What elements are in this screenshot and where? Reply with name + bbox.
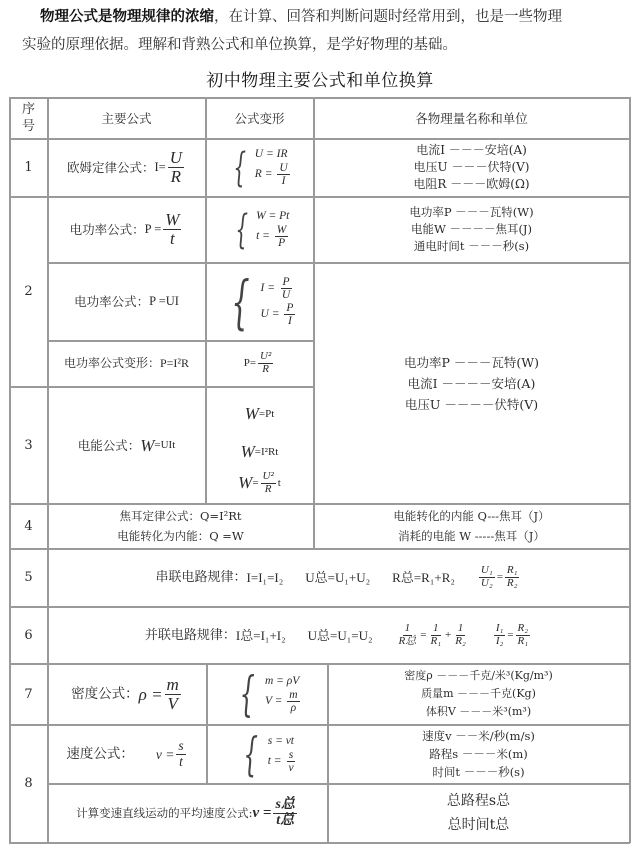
variant-eq: m = ρV (264, 674, 300, 687)
unit-line: 通电时间t －－－秒(s) (413, 239, 530, 253)
row-4-right (314, 504, 629, 548)
unit-line: 电流I －－－安培(A) (416, 143, 527, 157)
main-label: 电功率公式： (69, 222, 145, 237)
formula-lhs: I= (154, 160, 166, 174)
formula-lhs: ρ = (138, 684, 163, 704)
brace-icon: { (240, 666, 256, 722)
denominator: t (179, 753, 183, 769)
numerator: m (166, 674, 179, 694)
row-3-main (48, 387, 205, 503)
denominator: v (288, 761, 294, 774)
numerator: 1 (404, 621, 411, 634)
fraction (479, 565, 495, 589)
row-1-variant (206, 139, 313, 196)
formula: P=I²R (159, 356, 190, 370)
formula-lhs: v = (155, 746, 175, 762)
fraction (505, 565, 520, 589)
variant-eq (261, 276, 295, 301)
row-6-seq: 6 (24, 627, 33, 643)
unit-line: 电流I －－－－安培(A) (407, 375, 536, 391)
brace-icon: { (230, 267, 250, 336)
row-2a-variant (206, 197, 313, 262)
formula-var: W (244, 403, 259, 423)
numerator: s总 (275, 796, 295, 812)
row-2b-variant (206, 263, 313, 340)
fraction (277, 162, 289, 187)
numerator: P (282, 276, 290, 289)
variant-eq: s = vt (267, 734, 295, 747)
unit-line: 电阻R －－－欧姆(Ω) (413, 177, 530, 191)
formula-eq: = (252, 476, 259, 489)
unit-line: 总路程s总 (446, 793, 511, 809)
intro-bold: 物理公式是物理规律的浓缩 (40, 9, 214, 25)
row-2a-units (314, 197, 629, 262)
brace-icon: { (234, 206, 248, 253)
fraction (165, 676, 181, 713)
row-4-left (48, 504, 313, 548)
row-7-variant (207, 664, 327, 724)
fraction (280, 276, 292, 301)
unit-line: 总时间t总 (447, 817, 510, 833)
numerator: R₂ (517, 621, 529, 634)
row-2b-main (48, 263, 205, 340)
row-1-seq: 1 (24, 160, 33, 175)
formula-rest: =I²Rt (254, 445, 279, 458)
fraction (273, 798, 296, 828)
unit-line: 体积V －－－米³(m³) (425, 705, 532, 718)
unit-line: 密度ρ －－－千克/米³(Kg/m³) (404, 669, 553, 682)
denominator: I (287, 314, 292, 327)
table-border (629, 97, 631, 843)
row-2a-main (48, 197, 205, 262)
equation-system (227, 144, 291, 191)
header-variant: 公式变形 (234, 110, 285, 126)
denominator: R (264, 482, 272, 495)
denominator: V (167, 693, 178, 713)
main-label: 速度公式： (66, 745, 134, 762)
row-2c-main (48, 341, 205, 386)
row-5-content: 串联电路规律： I=I₁=I₂ U总=U₁+U₂ R总=R₁+R₂ $\frac{\text{U₁}}{\text{U₂}}$ = $\frac{\text{R₁}}{\text{R₂}}$ (155, 564, 518, 589)
row-3-variant (206, 387, 313, 503)
unit-line: 路程s －－－米(m) (429, 747, 528, 761)
row-4-seq: 4 (24, 518, 33, 534)
main-label: 欧姆定律公式： (66, 160, 155, 175)
row-6-content: 并联电路规律： I总=I₁+I₂ U总=U₁=U₂ $\frac{1}{\text{R总}}$ = $\frac{1}{\text{R₁}}$ + $\frac{1}{\text{R₂}}$ $\frac{\text{I₁}}{\text{I₂}}$ = $\frac{\text{R₂}}{\text{R₁}}$ (144, 621, 529, 647)
unit-line: 电压U －－－伏特(V) (413, 160, 530, 174)
formula-rest: =UIt (154, 438, 176, 451)
formula-lhs: v = (252, 804, 272, 821)
row-7-seq: 7 (24, 686, 33, 702)
intro-line-2: 实验的原理依据。理解和背熟公式和单位换算，是学好物理的基础。 (22, 37, 457, 53)
fraction (261, 471, 276, 495)
variant-eq (241, 433, 279, 471)
page-title: 初中物理主要公式和单位换算 (206, 71, 434, 91)
row-1-main (48, 139, 205, 196)
numerator: s (288, 748, 294, 761)
row-2c-variant (206, 341, 313, 386)
denominator: t (169, 229, 175, 248)
unit-line: 速度v －－米/秒(m/s) (422, 729, 535, 743)
numerator: U₁ (480, 564, 493, 577)
unit-line: 电功率P －－－瓦特(W) (409, 205, 534, 219)
formula-line: 焦耳定律公式：Q=I²Rt (119, 509, 242, 523)
variant-eq (244, 351, 276, 375)
formula-var: W (140, 435, 155, 455)
row-8a-main (48, 725, 206, 783)
main-label: 密度公式： (71, 685, 139, 702)
variant-lhs: R = (254, 168, 276, 181)
denominator: I₂ (495, 634, 504, 647)
numerator: m (289, 688, 298, 701)
intro-line-1-rest: ，在计算、回答和判断问题时经常用到，也是一些物理 (214, 9, 562, 25)
denominator: R₂ (455, 634, 466, 647)
brace-icon: { (233, 144, 247, 191)
rule-label: 并联电路规律： (144, 627, 236, 643)
unit-line: 电能W －－－－焦耳(J) (410, 222, 533, 236)
numerator: U (279, 162, 288, 175)
variant-lhs: P= (243, 357, 257, 369)
numerator: U (169, 148, 182, 168)
equation-system (222, 267, 298, 336)
main-label: 电功率公式： (74, 294, 150, 309)
variant-eq (265, 689, 302, 714)
numerator: I₁ (495, 621, 504, 634)
variant-lhs: V = (264, 695, 286, 708)
formula-lhs: P = (144, 222, 162, 236)
variant-lhs: t = (267, 755, 285, 768)
header-seq (10, 98, 47, 138)
unit-line: 时间t －－－秒(s) (432, 765, 525, 779)
denominator: t总 (276, 812, 295, 828)
fraction (397, 623, 419, 647)
variant-eq: U = IR (254, 148, 288, 161)
fraction (163, 211, 181, 248)
formula-var: W (240, 441, 255, 461)
denominator: R总 (398, 634, 417, 647)
unit-line: 电压U －－－－伏特(V) (404, 396, 539, 412)
rule-part: I总=I₁+I₂ (235, 627, 286, 643)
row-1-units (314, 139, 629, 196)
formula-var: W (238, 472, 253, 492)
numerator: U² (262, 469, 274, 482)
unit-line: 电能转化的内能 Q---焦耳（J） (393, 509, 550, 523)
main-label: 电能公式： (77, 437, 141, 453)
variant-lhs: U = (260, 307, 283, 320)
variant-eq: W = Pt (256, 210, 290, 223)
denominator: U (281, 289, 291, 302)
numerator: U² (260, 350, 272, 363)
header-seq-line1: 序 (21, 102, 35, 117)
variant-eq (245, 395, 275, 433)
row-3-seq: 3 (24, 437, 33, 453)
numerator: 1 (457, 621, 464, 634)
variant-eq (261, 302, 298, 327)
denominator: R (170, 167, 182, 186)
row-8a-units (328, 725, 629, 783)
formula: P =UI (149, 294, 179, 308)
main-label: 电功率公式变形： (63, 356, 160, 370)
table-border (9, 842, 630, 844)
fraction (168, 149, 184, 186)
variant-eq (268, 749, 298, 774)
unit-line: 电功率P －－－瓦特(W) (404, 354, 539, 370)
header-seq-line2: 号 (21, 119, 35, 134)
row-2-seq: 2 (24, 284, 33, 299)
row-7-units (328, 664, 629, 724)
numerator: s (178, 738, 184, 754)
variant-eq (255, 162, 292, 187)
equation-system (232, 666, 301, 722)
row-7-main (48, 664, 206, 724)
unit-line: 质量m －－－千克(Kg) (421, 687, 536, 700)
fraction (453, 623, 468, 647)
equation-system (236, 727, 297, 781)
denominator: I (281, 175, 286, 188)
fraction (287, 689, 299, 714)
denominator: U₂ (480, 577, 493, 589)
rule-label: 串联电路规律： (155, 570, 247, 585)
row-5-seq: 5 (24, 570, 33, 585)
header-units: 各物理量名称和单位 (415, 110, 528, 126)
fraction (258, 351, 273, 375)
numerator: P (286, 301, 294, 314)
numerator: 1 (433, 621, 439, 634)
row-2b-3-units (314, 263, 629, 503)
numerator: W (165, 210, 180, 230)
variant-lhs: t = (256, 230, 273, 243)
unit-line: 消耗的电能 W -----焦耳（J） (398, 529, 545, 543)
row-8-seq: 8 (24, 776, 33, 791)
fraction (275, 224, 289, 249)
denominator: ρ (290, 701, 297, 714)
row-8b-main (48, 784, 327, 842)
equation-system (229, 206, 291, 253)
numerator: W (276, 224, 287, 237)
fraction (284, 302, 295, 327)
fraction (516, 623, 531, 647)
rule-part: U总=U₁+U₂ (305, 570, 371, 585)
formula-line: 电能转化为内能：Q =W (117, 529, 244, 543)
main-label: 计算变速直线运动的平均速度公式: (76, 805, 253, 820)
variant-lhs: I = (260, 282, 278, 295)
formula-rest: =Pt (258, 407, 275, 420)
denominator: R₁ (517, 634, 529, 647)
rule-part: U总=U₁=U₂ (307, 627, 373, 643)
fraction (494, 623, 506, 647)
denominator: R₂ (506, 577, 518, 589)
brace-icon: { (243, 727, 259, 781)
row-8b-units (328, 784, 629, 842)
header-main: 主要公式 (101, 110, 152, 126)
variant-eq (256, 224, 290, 249)
rule-part: I=I₁=I₂ (246, 570, 284, 585)
rule-part: R总=R₁+R₂ (392, 570, 455, 585)
denominator: R (262, 363, 270, 375)
intro-line-1 (40, 8, 562, 26)
fraction (176, 739, 185, 768)
denominator: R₁ (430, 634, 442, 647)
variant-eq (238, 471, 281, 495)
denominator: P (278, 237, 286, 250)
numerator: R₁ (506, 564, 518, 577)
fraction (429, 623, 444, 647)
fraction (286, 749, 295, 774)
row-8a-variant (207, 725, 327, 783)
formula-tail: t (277, 476, 281, 489)
